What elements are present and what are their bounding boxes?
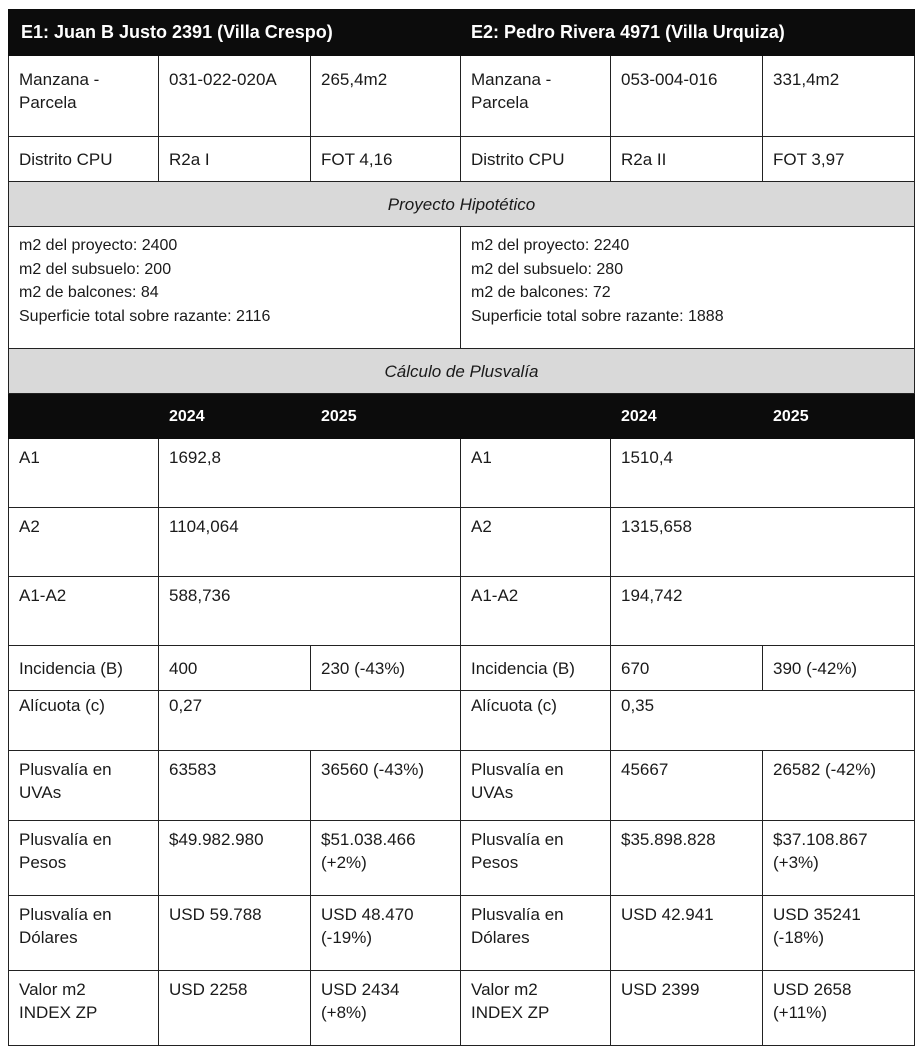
e1-title: E1: Juan B Justo 2391 (Villa Crespo) (9, 10, 461, 56)
e1-year-blank (9, 394, 159, 439)
e1-district-zone: R2a I (159, 137, 311, 182)
e2-a1-label: A1 (461, 439, 611, 508)
e2-a2-label: A2 (461, 508, 611, 577)
parcel-row (9, 56, 915, 137)
a1a2-row (9, 577, 915, 646)
project-section-band (9, 182, 915, 227)
e1-a2-label: A2 (9, 508, 159, 577)
e2-parcel-code: 053-004-016 (611, 56, 763, 137)
e2-valor-2024: USD 2399 (611, 971, 763, 1046)
calc-section-title: Cálculo de Plusvalía (9, 349, 915, 394)
e1-valor-label: Valor m2 INDEX ZP (9, 971, 159, 1046)
plusvalia-comparison-table (8, 9, 915, 1046)
calc-section-band (9, 349, 915, 394)
e2-year-2024: 2024 (611, 394, 763, 439)
project-row (9, 227, 915, 349)
pesos-row (9, 821, 915, 896)
e1-project-details: m2 del proyecto: 2400 m2 del subsuelo: 200 m2 de balcones: 84 Superficie total sobre razante: 2116 (9, 227, 461, 349)
e2-project-details: m2 del proyecto: 2240 m2 del subsuelo: 280 m2 de balcones: 72 Superficie total sobre razante: 1888 (461, 227, 915, 349)
e1-a1a2-value: 588,736 (159, 577, 461, 646)
e2-alicuota-label: Alícuota (c) (461, 691, 611, 751)
e2-pesos-2025: $37.108.867 (+3%) (763, 821, 915, 896)
e2-uvas-2024: 45667 (611, 751, 763, 821)
e2-a1-value: 1510,4 (611, 439, 915, 508)
title-row (9, 10, 915, 56)
uvas-row (9, 751, 915, 821)
e2-parcel-area: 331,4m2 (763, 56, 915, 137)
e1-alicuota-value: 0,27 (159, 691, 461, 751)
e1-dolares-2025: USD 48.470 (-19%) (311, 896, 461, 971)
alicuota-row (9, 691, 915, 751)
e1-year-2024: 2024 (159, 394, 311, 439)
project-section-title: Proyecto Hipotético (9, 182, 915, 227)
e2-incidencia-2024: 670 (611, 646, 763, 691)
e2-year-2025: 2025 (763, 394, 915, 439)
e1-year-2025: 2025 (311, 394, 461, 439)
e2-pesos-label: Plusvalía en Pesos (461, 821, 611, 896)
e2-parcel-label: Manzana - Parcela (461, 56, 611, 137)
a1-row (9, 439, 915, 508)
e1-parcel-area: 265,4m2 (311, 56, 461, 137)
e2-year-blank (461, 394, 611, 439)
e2-a1a2-label: A1-A2 (461, 577, 611, 646)
e1-dolares-2024: USD 59.788 (159, 896, 311, 971)
e1-incidencia-2025: 230 (-43%) (311, 646, 461, 691)
e1-valor-2025: USD 2434 (+8%) (311, 971, 461, 1046)
e2-dolares-label: Plusvalía en Dólares (461, 896, 611, 971)
e1-alicuota-label: Alícuota (c) (9, 691, 159, 751)
e1-parcel-label: Manzana - Parcela (9, 56, 159, 137)
year-header-row (9, 394, 915, 439)
e2-incidencia-2025: 390 (-42%) (763, 646, 915, 691)
e1-a2-value: 1104,064 (159, 508, 461, 577)
e2-a2-value: 1315,658 (611, 508, 915, 577)
e1-parcel-code: 031-022-020A (159, 56, 311, 137)
e1-valor-2024: USD 2258 (159, 971, 311, 1046)
valor-m2-row (9, 971, 915, 1046)
e1-uvas-label: Plusvalía en UVAs (9, 751, 159, 821)
e1-incidencia-label: Incidencia (B) (9, 646, 159, 691)
incidencia-row (9, 646, 915, 691)
dolares-row (9, 896, 915, 971)
e1-uvas-2024: 63583 (159, 751, 311, 821)
e2-dolares-2025: USD 35241 (-18%) (763, 896, 915, 971)
e2-uvas-2025: 26582 (-42%) (763, 751, 915, 821)
e2-title: E2: Pedro Rivera 4971 (Villa Urquiza) (461, 10, 915, 56)
e2-district-zone: R2a II (611, 137, 763, 182)
e1-district-label: Distrito CPU (9, 137, 159, 182)
e1-pesos-2025: $51.038.466 (+2%) (311, 821, 461, 896)
e2-valor-2025: USD 2658 (+11%) (763, 971, 915, 1046)
e1-district-fot: FOT 4,16 (311, 137, 461, 182)
e2-district-fot: FOT 3,97 (763, 137, 915, 182)
e1-pesos-2024: $49.982.980 (159, 821, 311, 896)
e1-dolares-label: Plusvalía en Dólares (9, 896, 159, 971)
e2-valor-label: Valor m2 INDEX ZP (461, 971, 611, 1046)
e1-pesos-label: Plusvalía en Pesos (9, 821, 159, 896)
e1-a1-label: A1 (9, 439, 159, 508)
e1-incidencia-2024: 400 (159, 646, 311, 691)
e1-uvas-2025: 36560 (-43%) (311, 751, 461, 821)
a2-row (9, 508, 915, 577)
e2-incidencia-label: Incidencia (B) (461, 646, 611, 691)
e2-dolares-2024: USD 42.941 (611, 896, 763, 971)
district-row (9, 137, 915, 182)
e2-a1a2-value: 194,742 (611, 577, 915, 646)
e1-a1a2-label: A1-A2 (9, 577, 159, 646)
e2-district-label: Distrito CPU (461, 137, 611, 182)
e2-alicuota-value: 0,35 (611, 691, 915, 751)
e2-pesos-2024: $35.898.828 (611, 821, 763, 896)
e2-uvas-label: Plusvalía en UVAs (461, 751, 611, 821)
e1-a1-value: 1692,8 (159, 439, 461, 508)
